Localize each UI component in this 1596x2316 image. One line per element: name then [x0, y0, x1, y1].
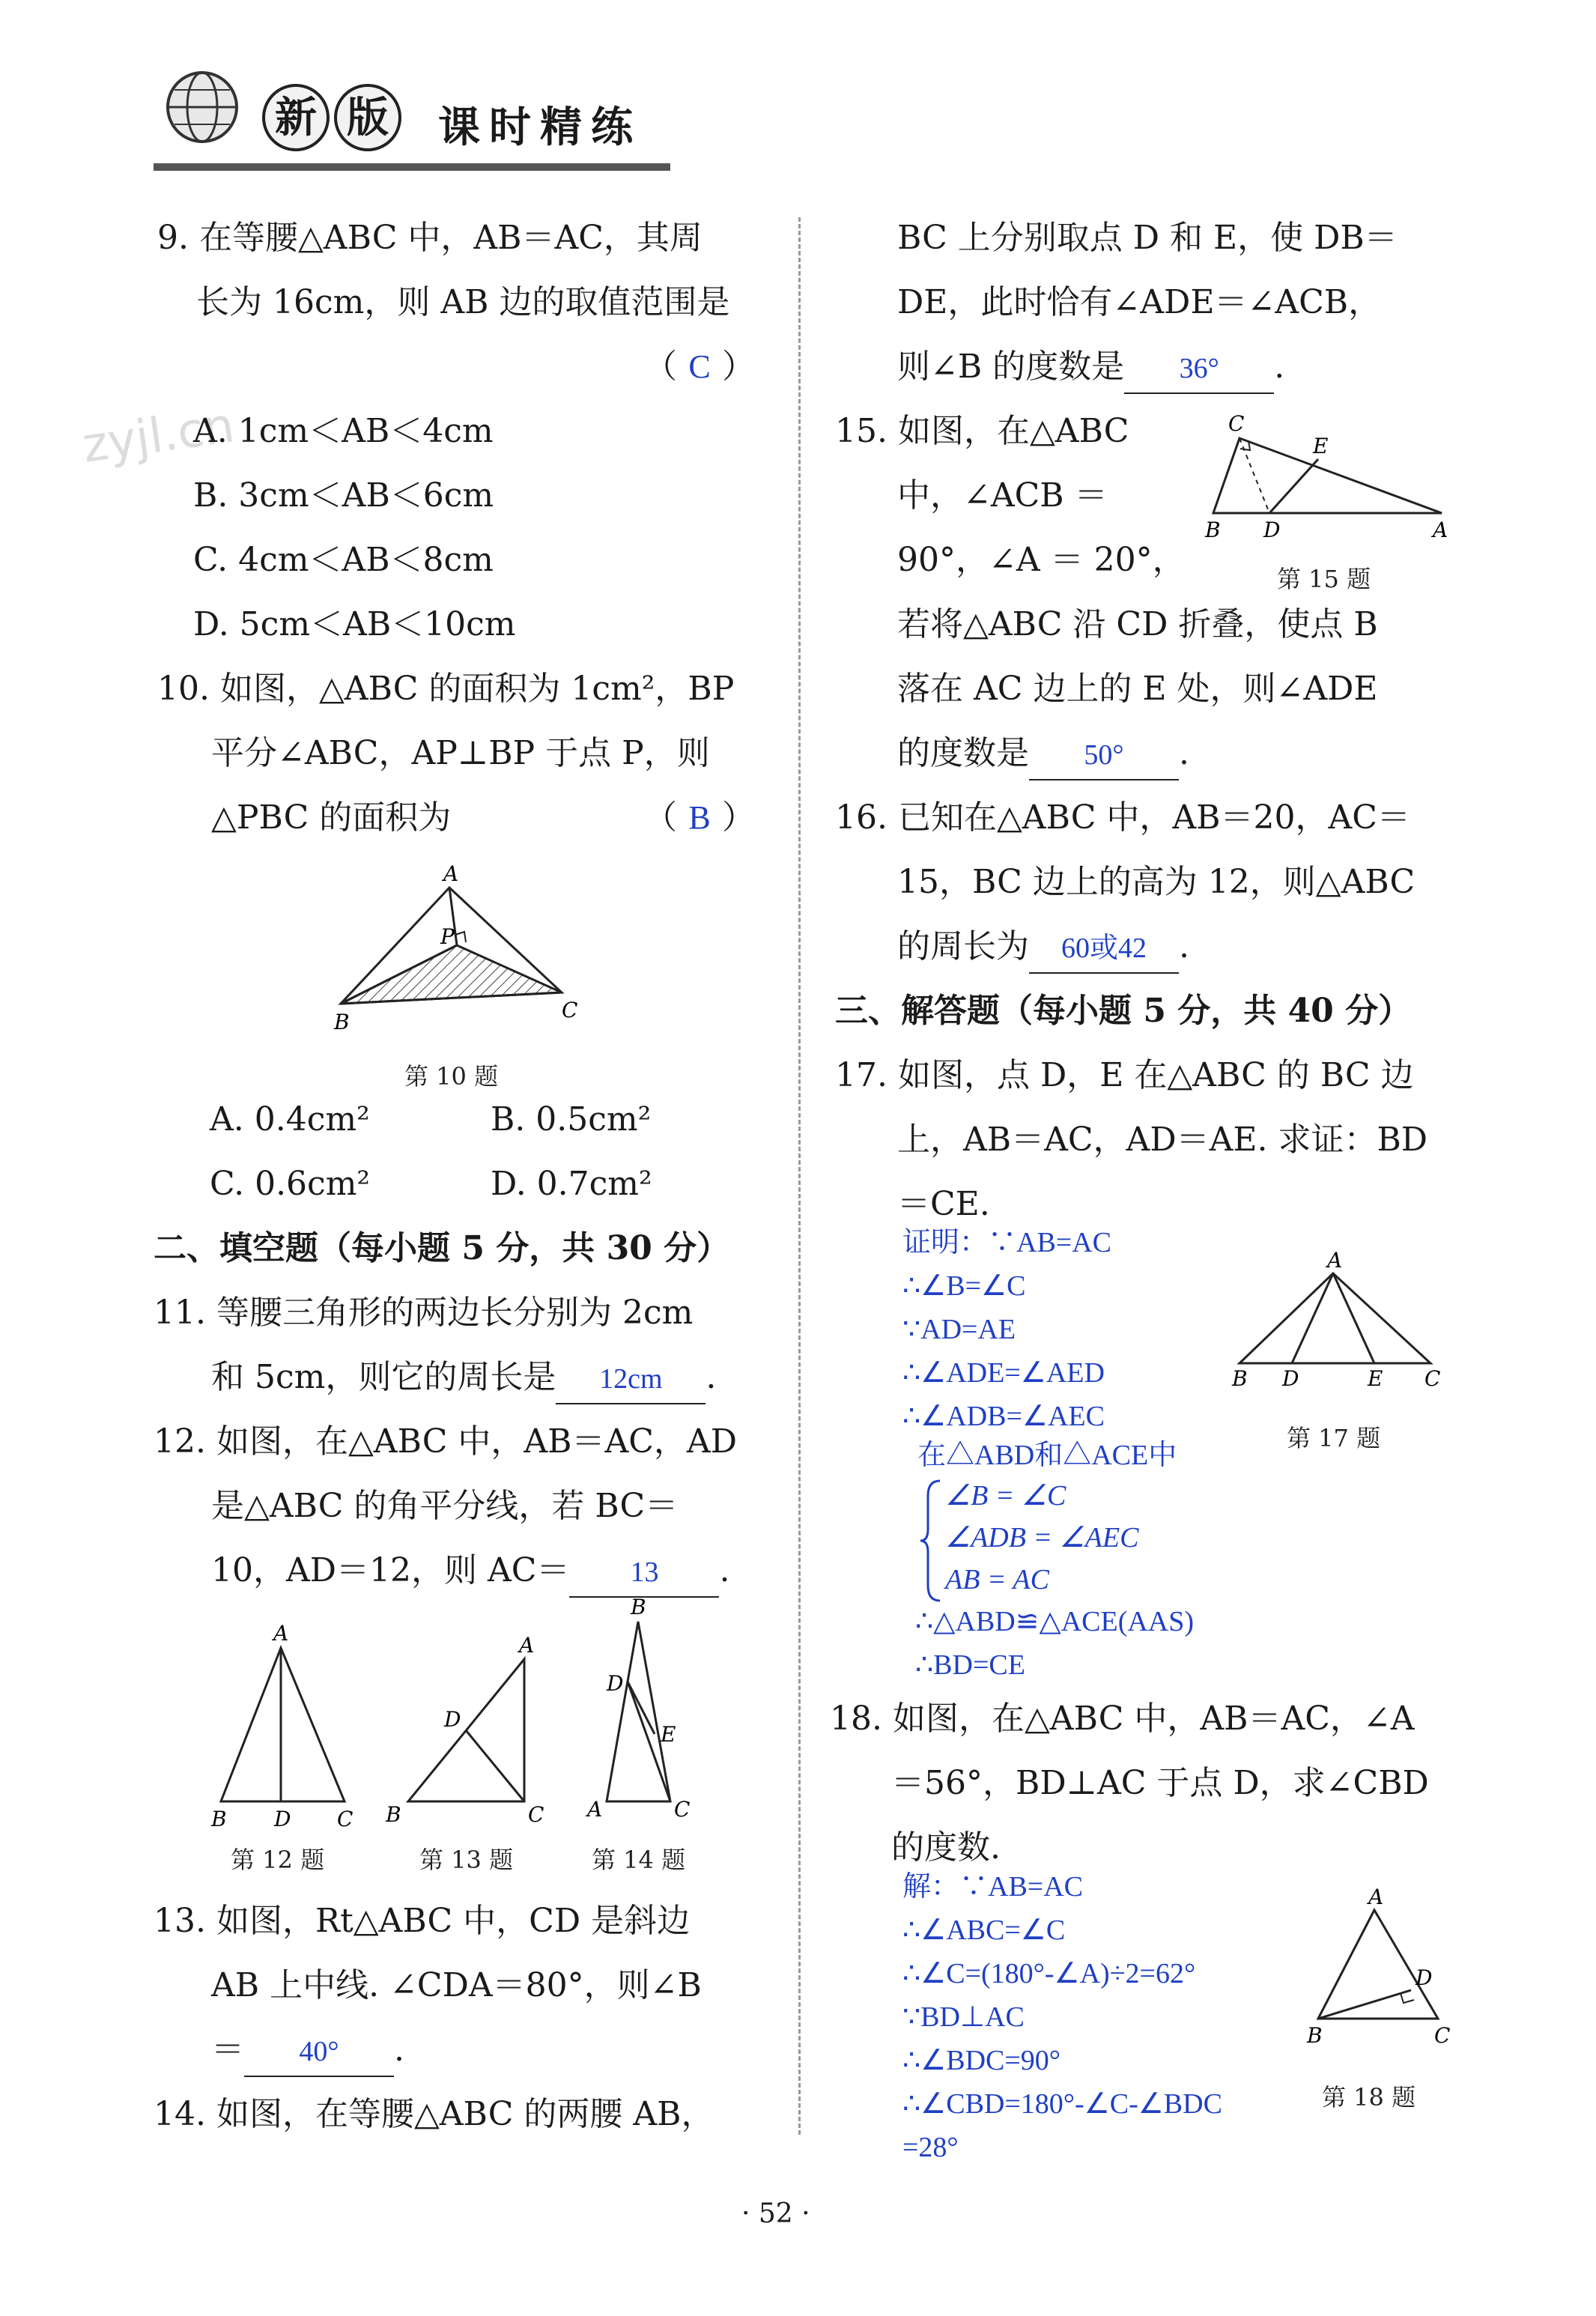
q10-option-b: B. 0.5cm²: [491, 1100, 652, 1139]
q11-line2: 和 5cm，则它的周长是 12cm .: [211, 1345, 716, 1410]
q18-solution-line-0: 解：∵AB=AC: [902, 1871, 1084, 1903]
q16-answer: 60或42: [1029, 926, 1179, 974]
q18-caption: 第 18 题: [1322, 2083, 1416, 2112]
q9-option-a: A. 1cm＜AB＜4cm: [193, 412, 494, 450]
q14-label-a: A: [587, 1797, 603, 1822]
q15-label-b: B: [1205, 518, 1221, 542]
q15-line5: 落在 AC 边上的 E 处，则∠ADE: [897, 670, 1378, 708]
q17-proof-line-2: ∵AD=AE: [902, 1314, 1016, 1345]
q15-line6: 的度数是 50° .: [897, 721, 1189, 786]
q13-label-c: C: [528, 1802, 544, 1827]
q17-proof-line-3: ∴∠ADE=∠AED: [902, 1357, 1105, 1389]
q13-line3: ＝ 40° .: [211, 2018, 404, 2082]
q18-label-b: B: [1307, 2023, 1323, 2048]
q13-label-d: D: [444, 1707, 461, 1732]
q10-option-d: D. 0.7cm²: [491, 1165, 652, 1203]
section-2-heading: 二、填空题（每小题 5 分，共 30 分）: [154, 1229, 730, 1267]
q10-label-c: C: [562, 998, 578, 1022]
q18-label-d: D: [1416, 1965, 1433, 1990]
q18-solution-line-6: =28°: [902, 2132, 959, 2163]
q18-figure: [1296, 1888, 1475, 2060]
q17-proof-end-0: ∴△ABD≌△ACE(AAS): [915, 1606, 1195, 1637]
q17-brace-line-0: ∠B = ∠C: [945, 1480, 1066, 1512]
q13-label-a: A: [519, 1633, 535, 1658]
q13-figure: [378, 1625, 558, 1828]
q15-caption: 第 15 题: [1277, 565, 1371, 593]
q18-solution-line-3: ∵BD⊥AC: [902, 2001, 1025, 2033]
q17-line3: ＝CE.: [897, 1185, 990, 1223]
q17-line1: 17. 如图，点 D，E 在△ABC 的 BC 边: [835, 1056, 1414, 1094]
header-badge-1: 新: [262, 84, 330, 151]
q18-solution-line-5: ∴∠CBD=180°-∠C-∠BDC: [902, 2088, 1222, 2120]
q14-label-c: C: [674, 1797, 691, 1822]
q16-line1: 16. 已知在△ABC 中，AB＝20，AC＝: [835, 798, 1410, 837]
q14-label-d: D: [607, 1671, 624, 1696]
q11-line1: 11. 等腰三角形的两边长分别为 2cm: [154, 1294, 694, 1332]
q14-figure: [577, 1592, 711, 1828]
q14-line2: BC 上分别取点 D 和 E，使 DB＝: [897, 219, 1398, 257]
q18-line2: ＝56°，BD⊥AC 于点 D，求∠CBD: [891, 1764, 1429, 1802]
q17-proof-line-1: ∴∠B=∠C: [902, 1270, 1026, 1302]
q11-answer: 12cm: [556, 1356, 706, 1404]
q13-line2: AB 上中线. ∠CDA＝80°，则∠B: [211, 1966, 702, 2004]
section-3-heading: 三、解答题（每小题 5 分，共 40 分）: [835, 992, 1412, 1030]
page-number: · 52 ·: [741, 2198, 810, 2229]
q9-answer: C: [688, 348, 711, 385]
q10-figure: [315, 854, 599, 1041]
q12-label-d: D: [274, 1807, 291, 1828]
q9-line2: 长为 16cm，则 AB 边的取值范围是: [196, 283, 730, 321]
q10-line1: 10. 如图，△ABC 的面积为 1cm²，BP: [157, 670, 735, 708]
header-badge-2: 版: [334, 84, 401, 151]
q18-solution-line-1: ∴∠ABC=∠C: [902, 1915, 1066, 1946]
q9-answer-paren: （ C ）: [644, 335, 755, 399]
q13-caption: 第 13 题: [419, 1846, 514, 1874]
q9-option-b: B. 3cm＜AB＜6cm: [193, 476, 494, 515]
q17-label-b: B: [1232, 1366, 1248, 1391]
q17-figure: [1228, 1251, 1453, 1393]
q12-figure: [202, 1610, 374, 1828]
q10-label-p: P: [440, 924, 455, 949]
q14-line1: 14. 如图，在等腰△ABC 的两腰 AB，: [154, 2095, 714, 2133]
q12-caption: 第 12 题: [231, 1846, 325, 1874]
q14-caption: 第 14 题: [592, 1846, 686, 1874]
q15-figure: [1195, 408, 1464, 543]
q12-line1: 12. 如图，在△ABC 中，AB＝AC，AD: [154, 1422, 737, 1461]
q12-label-c: C: [337, 1807, 354, 1828]
header-rule: [154, 163, 670, 171]
q13-label-b: B: [386, 1802, 401, 1827]
q18-solution-line-2: ∴∠C=(180°-∠A)÷2=62°: [902, 1958, 1196, 1989]
q17-proof-line-5: 在△ABD和△ACE中: [917, 1440, 1177, 1471]
q15-label-e: E: [1313, 434, 1329, 458]
q12-line2: 是△ABC 的角平分线，若 BC＝: [211, 1487, 679, 1525]
q15-line3: 90°，∠A ＝ 20°，: [897, 541, 1186, 579]
q16-line3: 的周长为 60或42 .: [897, 915, 1189, 979]
q9-option-d: D. 5cm＜AB＜10cm: [193, 605, 516, 643]
q18-line1: 18. 如图，在△ABC 中，AB＝AC，∠A: [830, 1700, 1415, 1738]
globe-icon: [161, 66, 243, 148]
q10-line2: 平分∠ABC，AP⊥BP 于点 P，则: [211, 734, 710, 772]
q15-label-c: C: [1228, 411, 1245, 436]
q18-label-c: C: [1434, 2023, 1451, 2048]
q13-line1: 13. 如图，Rt△ABC 中，CD 是斜边: [154, 1902, 691, 1940]
q10-option-c: C. 0.6cm²: [210, 1165, 371, 1203]
q16-line2: 15，BC 边上的高为 12，则△ABC: [897, 863, 1416, 901]
q17-label-a: A: [1327, 1251, 1343, 1273]
column-divider: [798, 217, 801, 2135]
header-title: 课时精练: [438, 103, 642, 152]
q13-answer: 40°: [244, 2029, 394, 2077]
q12-answer: 13: [569, 1550, 719, 1598]
q10-answer: B: [688, 799, 711, 836]
q9-option-c: C. 4cm＜AB＜8cm: [193, 541, 494, 579]
q10-label-a: A: [443, 861, 459, 886]
q10-label-b: B: [334, 1010, 350, 1034]
q14-label-e: E: [661, 1722, 676, 1747]
q14-answer: 36°: [1124, 346, 1274, 394]
q17-label-e: E: [1368, 1366, 1383, 1391]
q17-line2: 上，AB＝AC，AD＝AE. 求证：BD: [897, 1121, 1428, 1159]
q15-answer: 50°: [1029, 733, 1179, 780]
q15-line2: 中，∠ACB ＝: [897, 476, 1108, 515]
q10-caption: 第 10 题: [404, 1062, 499, 1091]
q17-brace-line-2: AB = AC: [945, 1564, 1049, 1595]
q10-answer-paren: （ B ）: [644, 786, 755, 850]
q17-brace-line-1: ∠ADB = ∠AEC: [945, 1522, 1139, 1553]
q9-line1: 9. 在等腰△ABC 中，AB＝AC，其周: [157, 219, 703, 257]
q15-label-a: A: [1433, 518, 1448, 542]
q17-proof-end-1: ∴BD=CE: [915, 1649, 1025, 1681]
q17-brace: [917, 1477, 947, 1604]
q17-caption: 第 17 题: [1287, 1424, 1381, 1452]
q17-label-c: C: [1424, 1366, 1441, 1391]
q15-line1: 15. 如图，在△ABC: [835, 412, 1129, 450]
q12-line3: 10，AD＝12，则 AC＝ 13 .: [211, 1539, 729, 1603]
q12-label-b: B: [211, 1807, 227, 1828]
q17-proof-line-4: ∴∠ADB=∠AEC: [902, 1401, 1105, 1432]
q15-label-d: D: [1263, 518, 1281, 542]
q14-line3: DE，此时恰有∠ADE＝∠ACB，: [897, 283, 1382, 321]
q14-line4: 则∠B 的度数是 36° .: [897, 335, 1284, 399]
q10-line3: △PBC 的面积为: [211, 798, 452, 837]
q15-line4: 若将△ABC 沿 CD 折叠，使点 B: [897, 605, 1378, 643]
q18-label-a: A: [1368, 1888, 1384, 1909]
q17-label-d: D: [1282, 1366, 1299, 1391]
q18-solution-line-4: ∴∠BDC=90°: [902, 2045, 1061, 2076]
q14-label-b: B: [631, 1595, 646, 1619]
q10-option-a: A. 0.4cm²: [210, 1100, 370, 1139]
q12-label-a: A: [273, 1621, 289, 1646]
q17-proof-line-0: 证明：∵AB=AC: [902, 1227, 1112, 1258]
q18-line3: 的度数.: [891, 1828, 1001, 1867]
watermark: zyjl.cn: [79, 398, 238, 474]
